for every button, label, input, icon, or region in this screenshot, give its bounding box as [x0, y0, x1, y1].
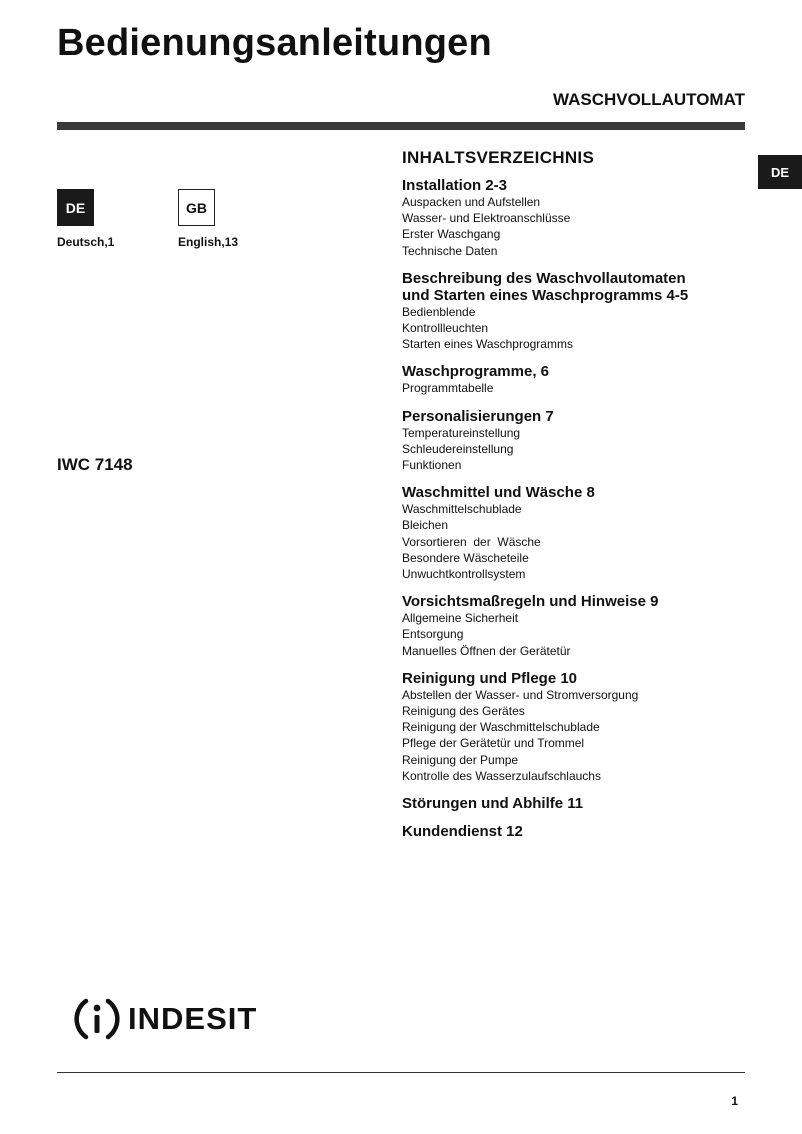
toc-subitem: Reinigung des Gerätes [402, 704, 525, 719]
language-caption-gb: English,13 [178, 235, 239, 249]
toc-section [402, 593, 762, 659]
toc-subitem: Kontrolle des Wasserzulaufschlauchs [402, 768, 601, 783]
toc-subitem: Starten eines Waschprogramms [402, 337, 573, 352]
indesit-info-icon [72, 994, 122, 1044]
toc-section-title[interactable]: Personalisierungen 7 [402, 407, 554, 425]
toc-section-title[interactable]: Beschreibung des Waschvollautomaten [402, 269, 686, 287]
toc-section [402, 177, 762, 259]
toc-subitem: Abstellen der Wasser- und Stromversorgung [402, 687, 639, 702]
model-number: IWC 7148 [57, 455, 133, 474]
toc-subitem: Entsorgung [402, 627, 464, 642]
toc-subitem: Bedienblende [402, 304, 476, 319]
toc-subitem: Kontrollleuchten [402, 321, 489, 336]
toc-section [402, 823, 762, 840]
logo-wordmark: INDESIT [128, 1001, 258, 1036]
toc-section-title[interactable]: Kundendienst 12 [402, 823, 523, 841]
toc-subitem: Manuelles Öffnen der Gerätetür [402, 643, 571, 658]
toc-subitem: Auspacken und Aufstellen [402, 195, 541, 209]
page-title: Bedienungsanleitungen [57, 22, 492, 64]
toc-section-title[interactable]: Waschmittel und Wäsche 8 [402, 484, 595, 502]
toc-section [402, 670, 762, 784]
indesit-logo [72, 994, 257, 1044]
toc-subitem: Bleichen [402, 518, 449, 533]
toc-subitem: Pflege der Gerätetür und Trommel [402, 736, 585, 751]
toc-subitem: Waschmittelschublade [402, 502, 522, 517]
toc-subitem: Temperatureinstellung [402, 425, 521, 440]
toc-section [402, 484, 762, 582]
toc-subitem: Reinigung der Pumpe [402, 752, 519, 767]
toc-subitem: Unwuchtkontrollsystem [402, 567, 526, 582]
language-de[interactable] [57, 189, 115, 249]
toc-subitem: Allgemeine Sicherheit [402, 611, 519, 626]
footer-divider [57, 1072, 745, 1073]
toc-subitem: Schleudereinstellung [402, 441, 514, 456]
language-gb[interactable] [178, 189, 239, 249]
toc-section [402, 363, 762, 396]
toc-section-title[interactable]: Störungen und Abhilfe 11 [402, 795, 584, 813]
toc-section-title[interactable]: Installation 2-3 [402, 177, 508, 194]
product-type: WASCHVOLLAUTOMAT [552, 90, 745, 109]
language-tab[interactable]: DE [758, 155, 802, 189]
toc-subitem: Erster Waschgang [402, 227, 501, 242]
language-code-de: DE [57, 189, 94, 226]
toc-subitem: Reinigung der Waschmittelschublade [402, 720, 600, 735]
table-of-contents [402, 148, 762, 851]
toc-heading: INHALTSVERZEICHNIS [402, 148, 595, 167]
toc-section-title[interactable]: Vorsichtsmaßregeln und Hinweise 9 [402, 593, 659, 611]
page-number: 1 [731, 1094, 738, 1108]
language-code-gb: GB [178, 189, 215, 226]
toc-subitem: Wasser- und Elektroanschlüsse [402, 211, 571, 226]
header-divider [57, 122, 745, 130]
toc-subitem: Technische Daten [402, 243, 498, 258]
toc-section-title-line2[interactable]: und Starten eines Waschprogramms 4-5 [402, 286, 689, 304]
toc-subitem: Funktionen [402, 458, 462, 473]
toc-subitem: Besondere Wäscheteile [402, 550, 529, 565]
toc-section [402, 795, 762, 812]
toc-section-title[interactable]: Waschprogramme, 6 [402, 363, 549, 381]
toc-section [402, 408, 762, 474]
toc-sections [402, 177, 762, 840]
toc-section [402, 270, 762, 353]
toc-subitem: Vorsortieren der Wäsche [402, 534, 541, 549]
toc-subitem: Programmtabelle [402, 381, 494, 396]
toc-section-title[interactable]: Reinigung und Pflege 10 [402, 669, 578, 687]
language-caption-de: Deutsch,1 [57, 235, 115, 249]
